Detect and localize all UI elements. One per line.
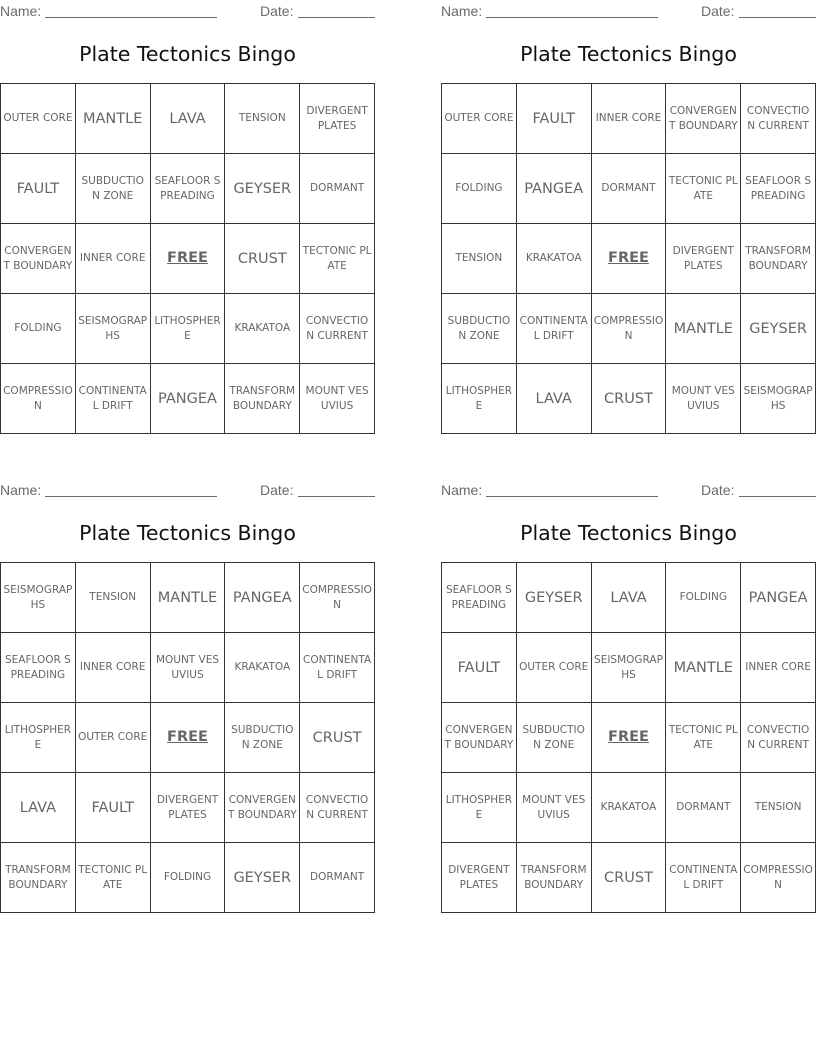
bingo-cell: FAULT [442,633,517,703]
bingo-cell: CONVERGENT BOUNDARY [666,84,741,154]
bingo-cell: KRAKATOA [225,294,300,364]
bingo-cell: PANGEA [225,563,300,633]
card-title: Plate Tectonics Bingo [520,42,737,66]
card-title: Plate Tectonics Bingo [520,521,737,545]
bingo-cell: SEAFLOOR SPREADING [1,633,76,703]
bingo-cell: TRANSFORM BOUNDARY [741,224,816,294]
name-blank-line [486,17,658,18]
bingo-cell: CONTINENTAL DRIFT [76,364,151,434]
bingo-cell: LITHOSPHERE [442,773,517,843]
bingo-cell: SEAFLOOR SPREADING [442,563,517,633]
bingo-cell: TECTONIC PLATE [76,843,151,913]
bingo-cell: MANTLE [666,633,741,703]
bingo-cell: CONVERGENT BOUNDARY [442,703,517,773]
bingo-cell: SEISMOGRAPHS [76,294,151,364]
name-date-header [0,3,375,21]
bingo-cell: DORMANT [300,154,375,224]
bingo-grid [441,562,816,913]
bingo-cell: LITHOSPHERE [442,364,517,434]
bingo-cell: MOUNT VESUVIUS [517,773,592,843]
date-blank-line [739,496,816,497]
bingo-cell: MOUNT VESUVIUS [666,364,741,434]
name-blank-line [45,17,217,18]
bingo-cell: SEISMOGRAPHS [741,364,816,434]
name-blank-line [486,496,658,497]
bingo-cell: SEISMOGRAPHS [592,633,667,703]
bingo-cell: CONTINENTAL DRIFT [666,843,741,913]
bingo-cell: MANTLE [151,563,226,633]
bingo-cell: COMPRESSION [592,294,667,364]
bingo-cell: COMPRESSION [1,364,76,434]
bingo-cell: FOLDING [666,563,741,633]
bingo-cell: TRANSFORM BOUNDARY [1,843,76,913]
bingo-cell: TECTONIC PLATE [666,154,741,224]
bingo-cell: CRUST [225,224,300,294]
bingo-cell: CRUST [300,703,375,773]
bingo-card [441,479,816,919]
bingo-cell: DIVERGENT PLATES [151,773,226,843]
bingo-cell: CONVERGENT BOUNDARY [225,773,300,843]
bingo-cell: FOLDING [151,843,226,913]
bingo-cell: CRUST [592,364,667,434]
date-label: Date: [701,3,735,19]
date-label: Date: [701,482,735,498]
name-label: Name: [441,3,483,19]
free-space-cell: FREE [592,224,667,294]
bingo-cell: OUTER CORE [76,703,151,773]
bingo-cell: SEAFLOOR SPREADING [151,154,226,224]
bingo-cell: MANTLE [666,294,741,364]
date-blank-line [298,17,375,18]
bingo-cell: SUBDUCTION ZONE [517,703,592,773]
bingo-cell: GEYSER [517,563,592,633]
bingo-cell: FOLDING [1,294,76,364]
bingo-cell: SEAFLOOR SPREADING [741,154,816,224]
bingo-cell: CONVECTION CURRENT [741,703,816,773]
bingo-cell: PANGEA [517,154,592,224]
free-space-cell: FREE [151,224,226,294]
bingo-cell: DIVERGENT PLATES [300,84,375,154]
bingo-cell: SUBDUCTION ZONE [442,294,517,364]
bingo-cell: LITHOSPHERE [151,294,226,364]
bingo-cell: TENSION [741,773,816,843]
name-date-header [0,482,375,500]
bingo-cell: TRANSFORM BOUNDARY [517,843,592,913]
name-date-header [441,3,816,21]
bingo-cell: TENSION [442,224,517,294]
free-space-cell: FREE [151,703,226,773]
bingo-cell: KRAKATOA [225,633,300,703]
bingo-cell: LAVA [1,773,76,843]
bingo-cell: INNER CORE [76,224,151,294]
bingo-cell: PANGEA [741,563,816,633]
bingo-cell: LAVA [517,364,592,434]
bingo-cell: CONVECTION CURRENT [741,84,816,154]
date-label: Date: [260,482,294,498]
bingo-grid [441,83,816,434]
bingo-cell: CONVERGENT BOUNDARY [1,224,76,294]
name-label: Name: [0,482,42,498]
bingo-cell: SUBDUCTION ZONE [225,703,300,773]
bingo-cell: FAULT [517,84,592,154]
bingo-cell: COMPRESSION [741,843,816,913]
bingo-grid [0,562,375,913]
bingo-cell: MOUNT VESUVIUS [151,633,226,703]
bingo-cell: DORMANT [592,154,667,224]
bingo-cell: GEYSER [225,843,300,913]
bingo-cell: SEISMOGRAPHS [1,563,76,633]
bingo-card [0,0,375,440]
name-label: Name: [0,3,42,19]
card-title: Plate Tectonics Bingo [79,521,296,545]
name-date-header [441,482,816,500]
bingo-cell: MANTLE [76,84,151,154]
bingo-cell: MOUNT VESUVIUS [300,364,375,434]
bingo-card [441,0,816,440]
bingo-cell: KRAKATOA [592,773,667,843]
bingo-cell: TRANSFORM BOUNDARY [225,364,300,434]
bingo-cell: LAVA [151,84,226,154]
bingo-cell: OUTER CORE [1,84,76,154]
bingo-cell: OUTER CORE [517,633,592,703]
date-blank-line [298,496,375,497]
card-title: Plate Tectonics Bingo [79,42,296,66]
bingo-grid [0,83,375,434]
bingo-cell: KRAKATOA [517,224,592,294]
bingo-cell: LITHOSPHERE [1,703,76,773]
bingo-cell: DIVERGENT PLATES [666,224,741,294]
bingo-card [0,479,375,919]
bingo-cell: DIVERGENT PLATES [442,843,517,913]
bingo-cell: TECTONIC PLATE [666,703,741,773]
bingo-cell: CONVECTION CURRENT [300,773,375,843]
bingo-cell: CONTINENTAL DRIFT [517,294,592,364]
bingo-cell: TECTONIC PLATE [300,224,375,294]
name-blank-line [45,496,217,497]
date-blank-line [739,17,816,18]
bingo-cell: CONTINENTAL DRIFT [300,633,375,703]
bingo-cell: SUBDUCTION ZONE [76,154,151,224]
bingo-cell: PANGEA [151,364,226,434]
bingo-cell: DORMANT [666,773,741,843]
bingo-cell: OUTER CORE [442,84,517,154]
name-label: Name: [441,482,483,498]
bingo-cell: LAVA [592,563,667,633]
bingo-cell: FOLDING [442,154,517,224]
bingo-cell: TENSION [76,563,151,633]
bingo-cell: CONVECTION CURRENT [300,294,375,364]
bingo-cell: FAULT [1,154,76,224]
free-space-cell: FREE [592,703,667,773]
bingo-cell: INNER CORE [592,84,667,154]
bingo-cell: DORMANT [300,843,375,913]
date-label: Date: [260,3,294,19]
bingo-cell: GEYSER [225,154,300,224]
bingo-cell: CRUST [592,843,667,913]
bingo-cell: INNER CORE [741,633,816,703]
bingo-cell: FAULT [76,773,151,843]
bingo-cell: INNER CORE [76,633,151,703]
bingo-cell: TENSION [225,84,300,154]
bingo-cell: GEYSER [741,294,816,364]
bingo-cell: COMPRESSION [300,563,375,633]
